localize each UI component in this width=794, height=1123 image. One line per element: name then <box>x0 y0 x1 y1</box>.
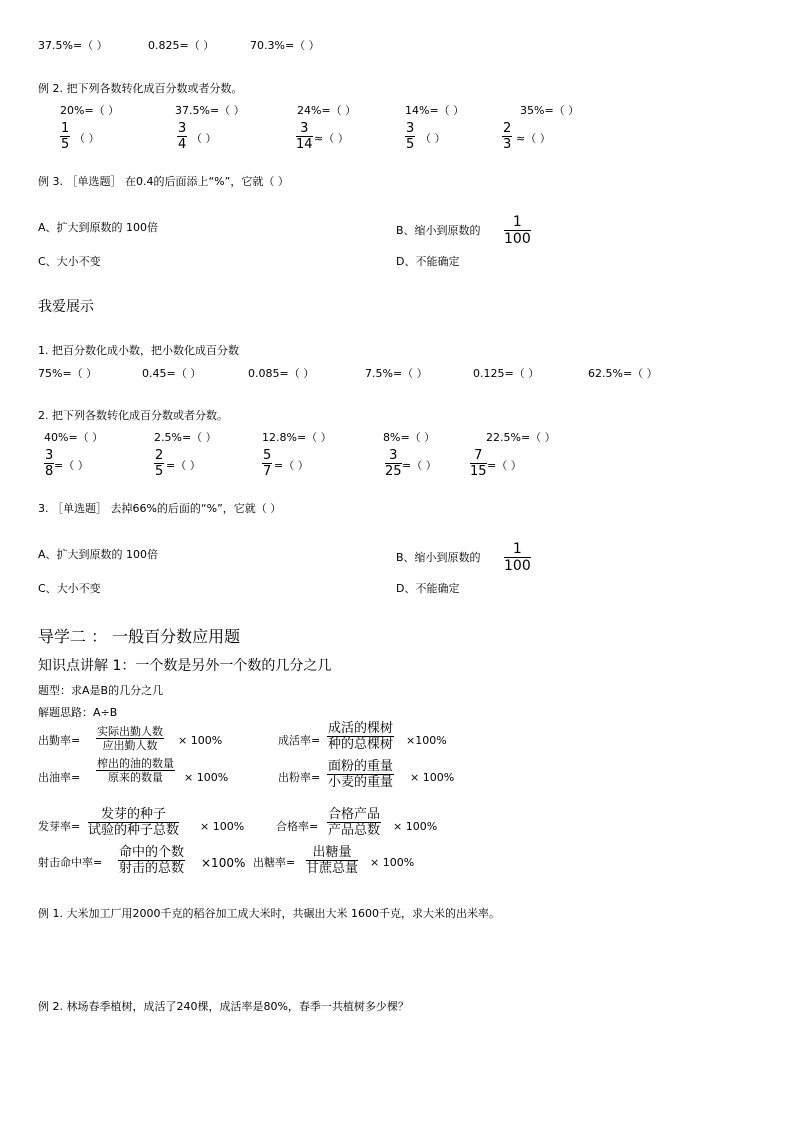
q2-fraction-2: 2 5 <box>155 448 164 479</box>
q2-fraction-1-blank: =（ ） <box>54 459 89 472</box>
ex2-pct-3: 24%=（ ） <box>297 104 357 117</box>
formula-oil-label: 出油率= <box>38 771 81 784</box>
formula-oil-fraction: 榨出的油的数量 原来的数量 <box>97 757 174 784</box>
q2-title: 2. 把下列各数转化成百分数或者分数。 <box>38 409 228 422</box>
ex2-fraction-1-blank: （ ） <box>74 132 100 145</box>
q1-item-6: 62.5%=（ ） <box>588 367 658 380</box>
q2-fraction-3-blank: =（ ） <box>274 459 309 472</box>
ex2-fraction-1: 1 5 <box>61 121 70 152</box>
q2-fraction-4: 3 25 <box>385 448 402 479</box>
ex3-option-c: C、大小不变 <box>38 255 101 268</box>
formula-flour-label: 出粉率= <box>278 771 321 784</box>
q3-option-b-fraction: 1 100 <box>504 541 531 574</box>
exercise-70-3: 70.3%=（ ） <box>250 39 320 52</box>
q2-fraction-2-blank: =（ ） <box>166 459 201 472</box>
formula-oil-tail: × 100% <box>184 771 229 784</box>
formula-flour-fraction: 面粉的重量 小麦的重量 <box>328 759 394 790</box>
formula-germination-tail: × 100% <box>200 820 245 833</box>
example-3-title: 例 3. ［单选题］ 在0.4的后面添上“%”，它就（ ） <box>38 175 289 188</box>
ex3-option-b-fraction: 1 100 <box>504 214 531 247</box>
formula-qualified-tail: × 100% <box>393 820 438 833</box>
q1-item-5: 0.125=（ ） <box>473 367 540 380</box>
ex2-fraction-5: 2 3 <box>503 121 512 152</box>
formula-shooting-label: 射击命中率= <box>38 856 103 869</box>
q2-fraction-5: 7 15 <box>470 448 487 479</box>
formula-germination-label: 发芽率= <box>38 820 81 833</box>
formula-attendance-fraction: 实际出勤人数 应出勤人数 <box>97 725 163 752</box>
q2-pct-2: 2.5%=（ ） <box>154 431 217 444</box>
ex2-fraction-5-blank: ≈（ ） <box>516 132 551 145</box>
q1-item-1: 75%=（ ） <box>38 367 98 380</box>
ex3-option-b: B、缩小到原数的 <box>396 224 481 237</box>
q2-fraction-1: 3 8 <box>45 448 54 479</box>
problem-type: 题型：求A是B的几分之几 <box>38 684 164 697</box>
ex2-pct-4: 14%=（ ） <box>405 104 465 117</box>
section-2-title: 导学二 ： 一般百分数应用题 <box>38 627 241 646</box>
q1-item-2: 0.45=（ ） <box>142 367 202 380</box>
q3-option-c: C、大小不变 <box>38 582 101 595</box>
ex2-fraction-2: 3 4 <box>178 121 187 152</box>
solution-idea: 解题思路：A÷B <box>38 706 118 719</box>
application-example-2: 例 2. 林场春季植树，成活了240棵，成活率是80%，春季一共植树多少棵？ <box>38 1000 409 1013</box>
formula-flour-tail: × 100% <box>410 771 455 784</box>
formula-shooting-tail: ×100% <box>201 856 246 870</box>
q3-option-a: A、扩大到原数的 100倍 <box>38 548 159 561</box>
ex2-pct-2: 37.5%=（ ） <box>175 104 245 117</box>
q2-fraction-4-blank: =（ ） <box>402 459 437 472</box>
q2-pct-1: 40%=（ ） <box>44 431 104 444</box>
formula-shooting-fraction: 命中的个数 射击的总数 <box>119 845 185 876</box>
example-2-title: 例 2. 把下列各数转化成百分数或者分数。 <box>38 82 243 95</box>
q2-fraction-5-blank: =（ ） <box>487 459 522 472</box>
formula-sugar-fraction: 出糖量 甘蔗总量 <box>306 845 359 876</box>
formula-germination-fraction: 发芽的种子 试验的种子总数 <box>88 807 180 838</box>
q2-pct-5: 22.5%=（ ） <box>486 431 556 444</box>
ex2-fraction-3-blank: ≈（ ） <box>314 132 349 145</box>
knowledge-point: 知识点讲解 1：一个数是另外一个数的几分之几 <box>38 658 332 674</box>
ex2-fraction-4-blank: （ ） <box>420 132 446 145</box>
q1-item-4: 7.5%=（ ） <box>365 367 428 380</box>
formula-qualified-fraction: 合格产品 产品总数 <box>328 807 381 838</box>
q3-option-b: B、缩小到原数的 <box>396 551 481 564</box>
application-example-1: 例 1. 大米加工厂用2000千克的稻谷加工成大米时，共碾出大米 1600千克，求大米的出米率。 <box>38 907 500 920</box>
q2-fraction-3: 5 7 <box>263 448 272 479</box>
formula-attendance-tail: × 100% <box>178 734 223 747</box>
q1-item-3: 0.085=（ ） <box>248 367 315 380</box>
exercise-37-5: 37.5%=（ ） <box>38 39 108 52</box>
q3-option-d: D、不能确定 <box>396 582 460 595</box>
ex3-option-d: D、不能确定 <box>396 255 460 268</box>
formula-survival-fraction: 成活的棵树 种的总棵树 <box>328 721 394 752</box>
formula-sugar-label: 出糖率= <box>253 856 296 869</box>
q3-title: 3. ［单选题］ 去掉66%的后面的“%”，它就（ ） <box>38 502 282 515</box>
q1-title: 1. 把百分数化成小数，把小数化成百分数 <box>38 344 239 357</box>
ex2-fraction-2-blank: （ ） <box>191 132 217 145</box>
ex2-fraction-3: 3 14 <box>296 121 313 152</box>
ex2-pct-5: 35%=（ ） <box>520 104 580 117</box>
exercise-0-825: 0.825=（ ） <box>148 39 215 52</box>
formula-survival-label: 成活率= <box>278 734 321 747</box>
q2-pct-3: 12.8%=（ ） <box>262 431 332 444</box>
formula-attendance-label: 出勤率= <box>38 734 81 747</box>
show-section-title: 我爱展示 <box>38 299 94 315</box>
ex2-fraction-4: 3 5 <box>406 121 415 152</box>
q2-pct-4: 8%=（ ） <box>383 431 436 444</box>
ex2-pct-1: 20%=（ ） <box>60 104 120 117</box>
formula-sugar-tail: × 100% <box>370 856 415 869</box>
formula-survival-tail: ×100% <box>406 734 447 747</box>
formula-qualified-label: 合格率= <box>276 820 319 833</box>
ex3-option-a: A、扩大到原数的 100倍 <box>38 221 159 234</box>
